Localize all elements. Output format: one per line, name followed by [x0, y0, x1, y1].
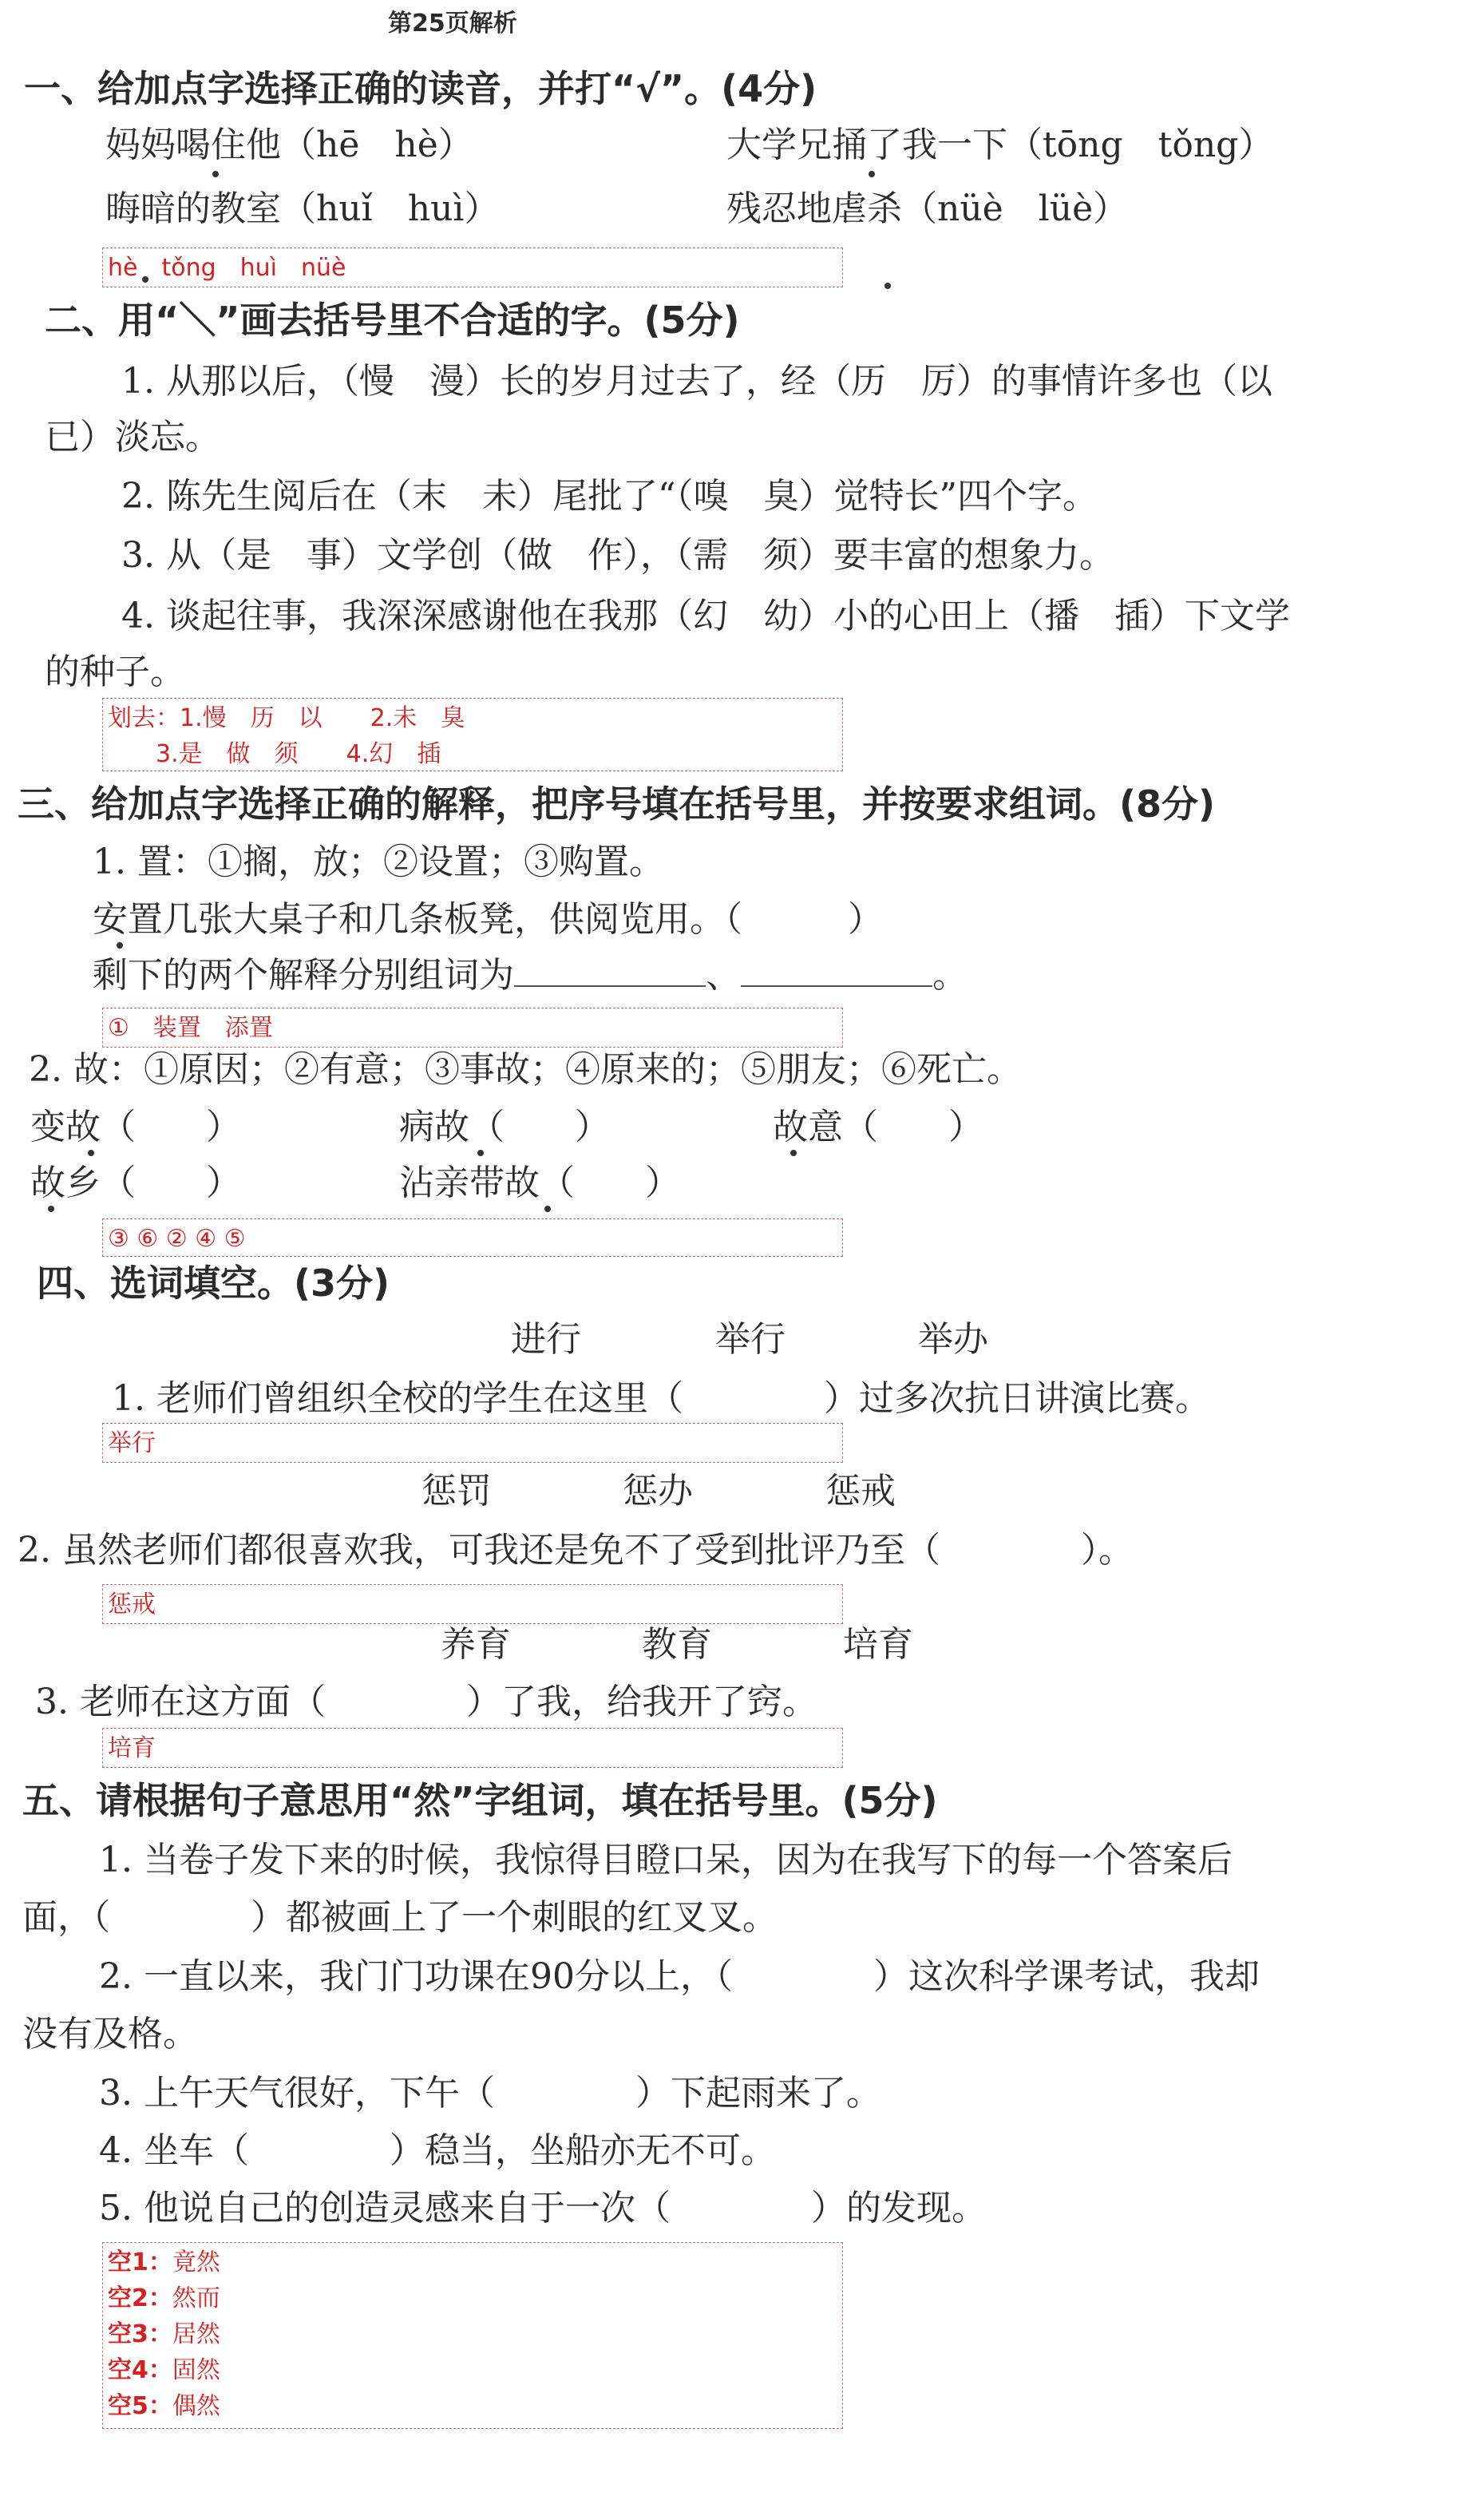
s4-option-3-1: 养育: [441, 1624, 511, 1665]
emphasis-dot: [477, 1150, 484, 1156]
s3-q1-words: [93, 955, 968, 997]
s4-answer-box-2: [102, 1584, 843, 1624]
emphasis-dot: [212, 171, 219, 177]
s2-q4-line1: 4. 谈起往事，我深深感谢他在我那（幻 幼）小的心田上（播 插）下文学: [121, 596, 1290, 636]
s5-answer-box: [102, 2242, 843, 2429]
section-2-heading: 二、用“＼”画去括号里不合适的字。(5分): [45, 299, 740, 342]
s1-answer-box: [102, 248, 843, 287]
s5-answer-label: 空1：: [108, 2248, 172, 2276]
s2-q2: 2. 陈先生阅后在（末 未）尾批了“（嗅 臭）觉特长”四个字。: [121, 476, 1098, 517]
s3-q2-item-2: 病故（ ）: [399, 1107, 610, 1147]
s4-answer-1: 举行: [108, 1429, 156, 1457]
s5-answer-value: 固然: [172, 2356, 220, 2384]
s5-answer-1: [108, 2244, 837, 2280]
s5-answer-label: 空4：: [108, 2356, 172, 2384]
s3-answer-box-2: [102, 1218, 843, 1257]
s5-answer-4: [108, 2352, 837, 2388]
s3-q1-words-end: 。: [932, 955, 968, 996]
s2-answer-line-1: 划去：1.慢 历 以 2.未 臭: [108, 704, 465, 732]
s5-q2-line2: 没有及格。: [22, 2014, 198, 2054]
s5-answer-label: 空3：: [108, 2320, 172, 2348]
s5-q2-line1: 2. 一直以来，我门门功课在90分以上，（ ）这次科学课考试，我却: [99, 1956, 1260, 1997]
s5-q3: 3. 上午天气很好，下午（ ）下起雨来了。: [99, 2073, 881, 2114]
s4-answer-box-3: [102, 1728, 843, 1768]
fill-blank[interactable]: [741, 961, 932, 987]
s5-answer-value: 偶然: [172, 2392, 220, 2420]
s5-q4: 4. 坐车（ ）稳当，坐船亦无不可。: [99, 2130, 776, 2171]
emphasis-dot: [869, 171, 875, 177]
emphasis-dot: [88, 1150, 94, 1156]
s5-answer-label: 空2：: [108, 2284, 172, 2312]
s5-answer-5: [108, 2388, 837, 2424]
emphasis-dot: [117, 942, 123, 949]
s5-q5: 5. 他说自己的创造灵感来自于一次（ ）的发现。: [99, 2188, 987, 2229]
section-3-heading: 三、给加点字选择正确的解释，把序号填在括号里，并按要求组词。(8分): [18, 782, 1216, 826]
s4-option-2-1: 惩罚: [421, 1471, 492, 1511]
s3-q1-sentence: 安置几张大桌子和几条板凳，供阅览用。（ ）: [93, 899, 883, 940]
s4-answer-2: 惩戒: [108, 1591, 156, 1618]
s4-answer-box-1: [102, 1423, 843, 1463]
s5-answer-value: 竟然: [172, 2248, 220, 2276]
s3-q2-definition: 2. 故：①原因；②有意；③事故；④原来的；⑤朋友；⑥死亡。: [29, 1049, 1022, 1090]
s3-q2-item-5: 沾亲带故（ ）: [399, 1163, 680, 1203]
s4-option-1-2: 举行: [715, 1319, 786, 1360]
s2-q3: 3. 从（是 事）文学创（做 作），（需 须）要丰富的想象力。: [121, 535, 1114, 576]
s1-answer: hè tǒng huì nüè: [108, 254, 346, 282]
emphasis-dot: [884, 283, 891, 289]
s5-answer-3: [108, 2316, 837, 2352]
s4-option-3-3: 培育: [843, 1624, 913, 1665]
s3-q2-item-1: 变故（ ）: [30, 1107, 241, 1147]
s2-answer-box: [102, 698, 843, 771]
s5-answer-label: 空5：: [108, 2392, 172, 2420]
section-4-heading: 四、选词填空。(3分): [37, 1262, 390, 1305]
s5-q1-line1: 1. 当卷子发下来的时候，我惊得目瞪口呆，因为在我写下的每一个答案后: [99, 1840, 1233, 1880]
s2-q1-line2: 已）淡忘。: [45, 417, 220, 458]
s1-item-2: 大学兄捅了我一下（tōng tǒng）: [726, 125, 1274, 165]
fill-blank[interactable]: [514, 961, 706, 987]
s3-answer-box-1: [102, 1008, 843, 1048]
s5-q1-line2: 面，（ ）都被画上了一个刺眼的红叉叉。: [22, 1897, 778, 1938]
s4-option-1-3: 举办: [918, 1319, 988, 1360]
s3-q2-item-3: 故意（ ）: [773, 1107, 983, 1147]
s4-option-1-1: 进行: [511, 1319, 581, 1360]
s5-answer-2: [108, 2280, 837, 2316]
s1-item-3: 晦暗的教室（huǐ huì）: [105, 188, 500, 229]
s5-answer-value: 居然: [172, 2320, 220, 2348]
s2-answer-line-2: 3.是 做 须 4.幻 插: [108, 740, 441, 768]
s3-q1-words-sep: 、: [706, 955, 741, 996]
s4-option-2-2: 惩办: [623, 1471, 693, 1511]
s3-q2-item-4: 故乡（ ）: [30, 1163, 241, 1203]
page-title: 第25页解析: [388, 10, 517, 38]
s1-item-4: 残忍地虐杀（nüè lüè）: [726, 188, 1129, 229]
s4-option-2-3: 惩戒: [825, 1471, 896, 1511]
section-1-heading: 一、给加点字选择正确的读音，并打“√”。(4分): [24, 67, 817, 110]
s4-q3: 3. 老师在这方面（ ）了我，给我开了窍。: [35, 1682, 817, 1722]
emphasis-dot: [48, 1206, 54, 1212]
s3-q1-words-prefix: 剩下的两个解释分别组词为: [93, 955, 514, 996]
s1-item-1: 妈妈喝住他（hē hè）: [105, 125, 473, 165]
s5-answer-value: 然而: [172, 2284, 220, 2312]
emphasis-dot: [544, 1206, 551, 1212]
section-5-heading: 五、请根据句子意思用“然”字组词，填在括号里。(5分): [22, 1779, 938, 1822]
emphasis-dot: [790, 1150, 797, 1156]
s2-q1-line1: 1. 从那以后，（慢 漫）长的岁月过去了，经（历 厉）的事情许多也（以: [121, 361, 1272, 402]
s4-q2: 2. 虽然老师们都很喜欢我，可我还是免不了受到批评乃至（ ）。: [18, 1530, 1134, 1571]
s2-q4-line2: 的种子。: [45, 652, 185, 692]
s3-q1-definition: 1. 置：①搁，放；②设置；③购置。: [93, 842, 664, 882]
s3-answer-1: ① 装置 添置: [108, 1014, 273, 1042]
s4-q1: 1. 老师们曾组织全校的学生在这里（ ）过多次抗日讲演比赛。: [112, 1378, 1210, 1419]
s4-option-3-2: 教育: [642, 1624, 712, 1665]
s3-answer-2: ③ ⑥ ② ④ ⑤: [108, 1225, 246, 1253]
s4-answer-3: 培育: [108, 1734, 156, 1762]
